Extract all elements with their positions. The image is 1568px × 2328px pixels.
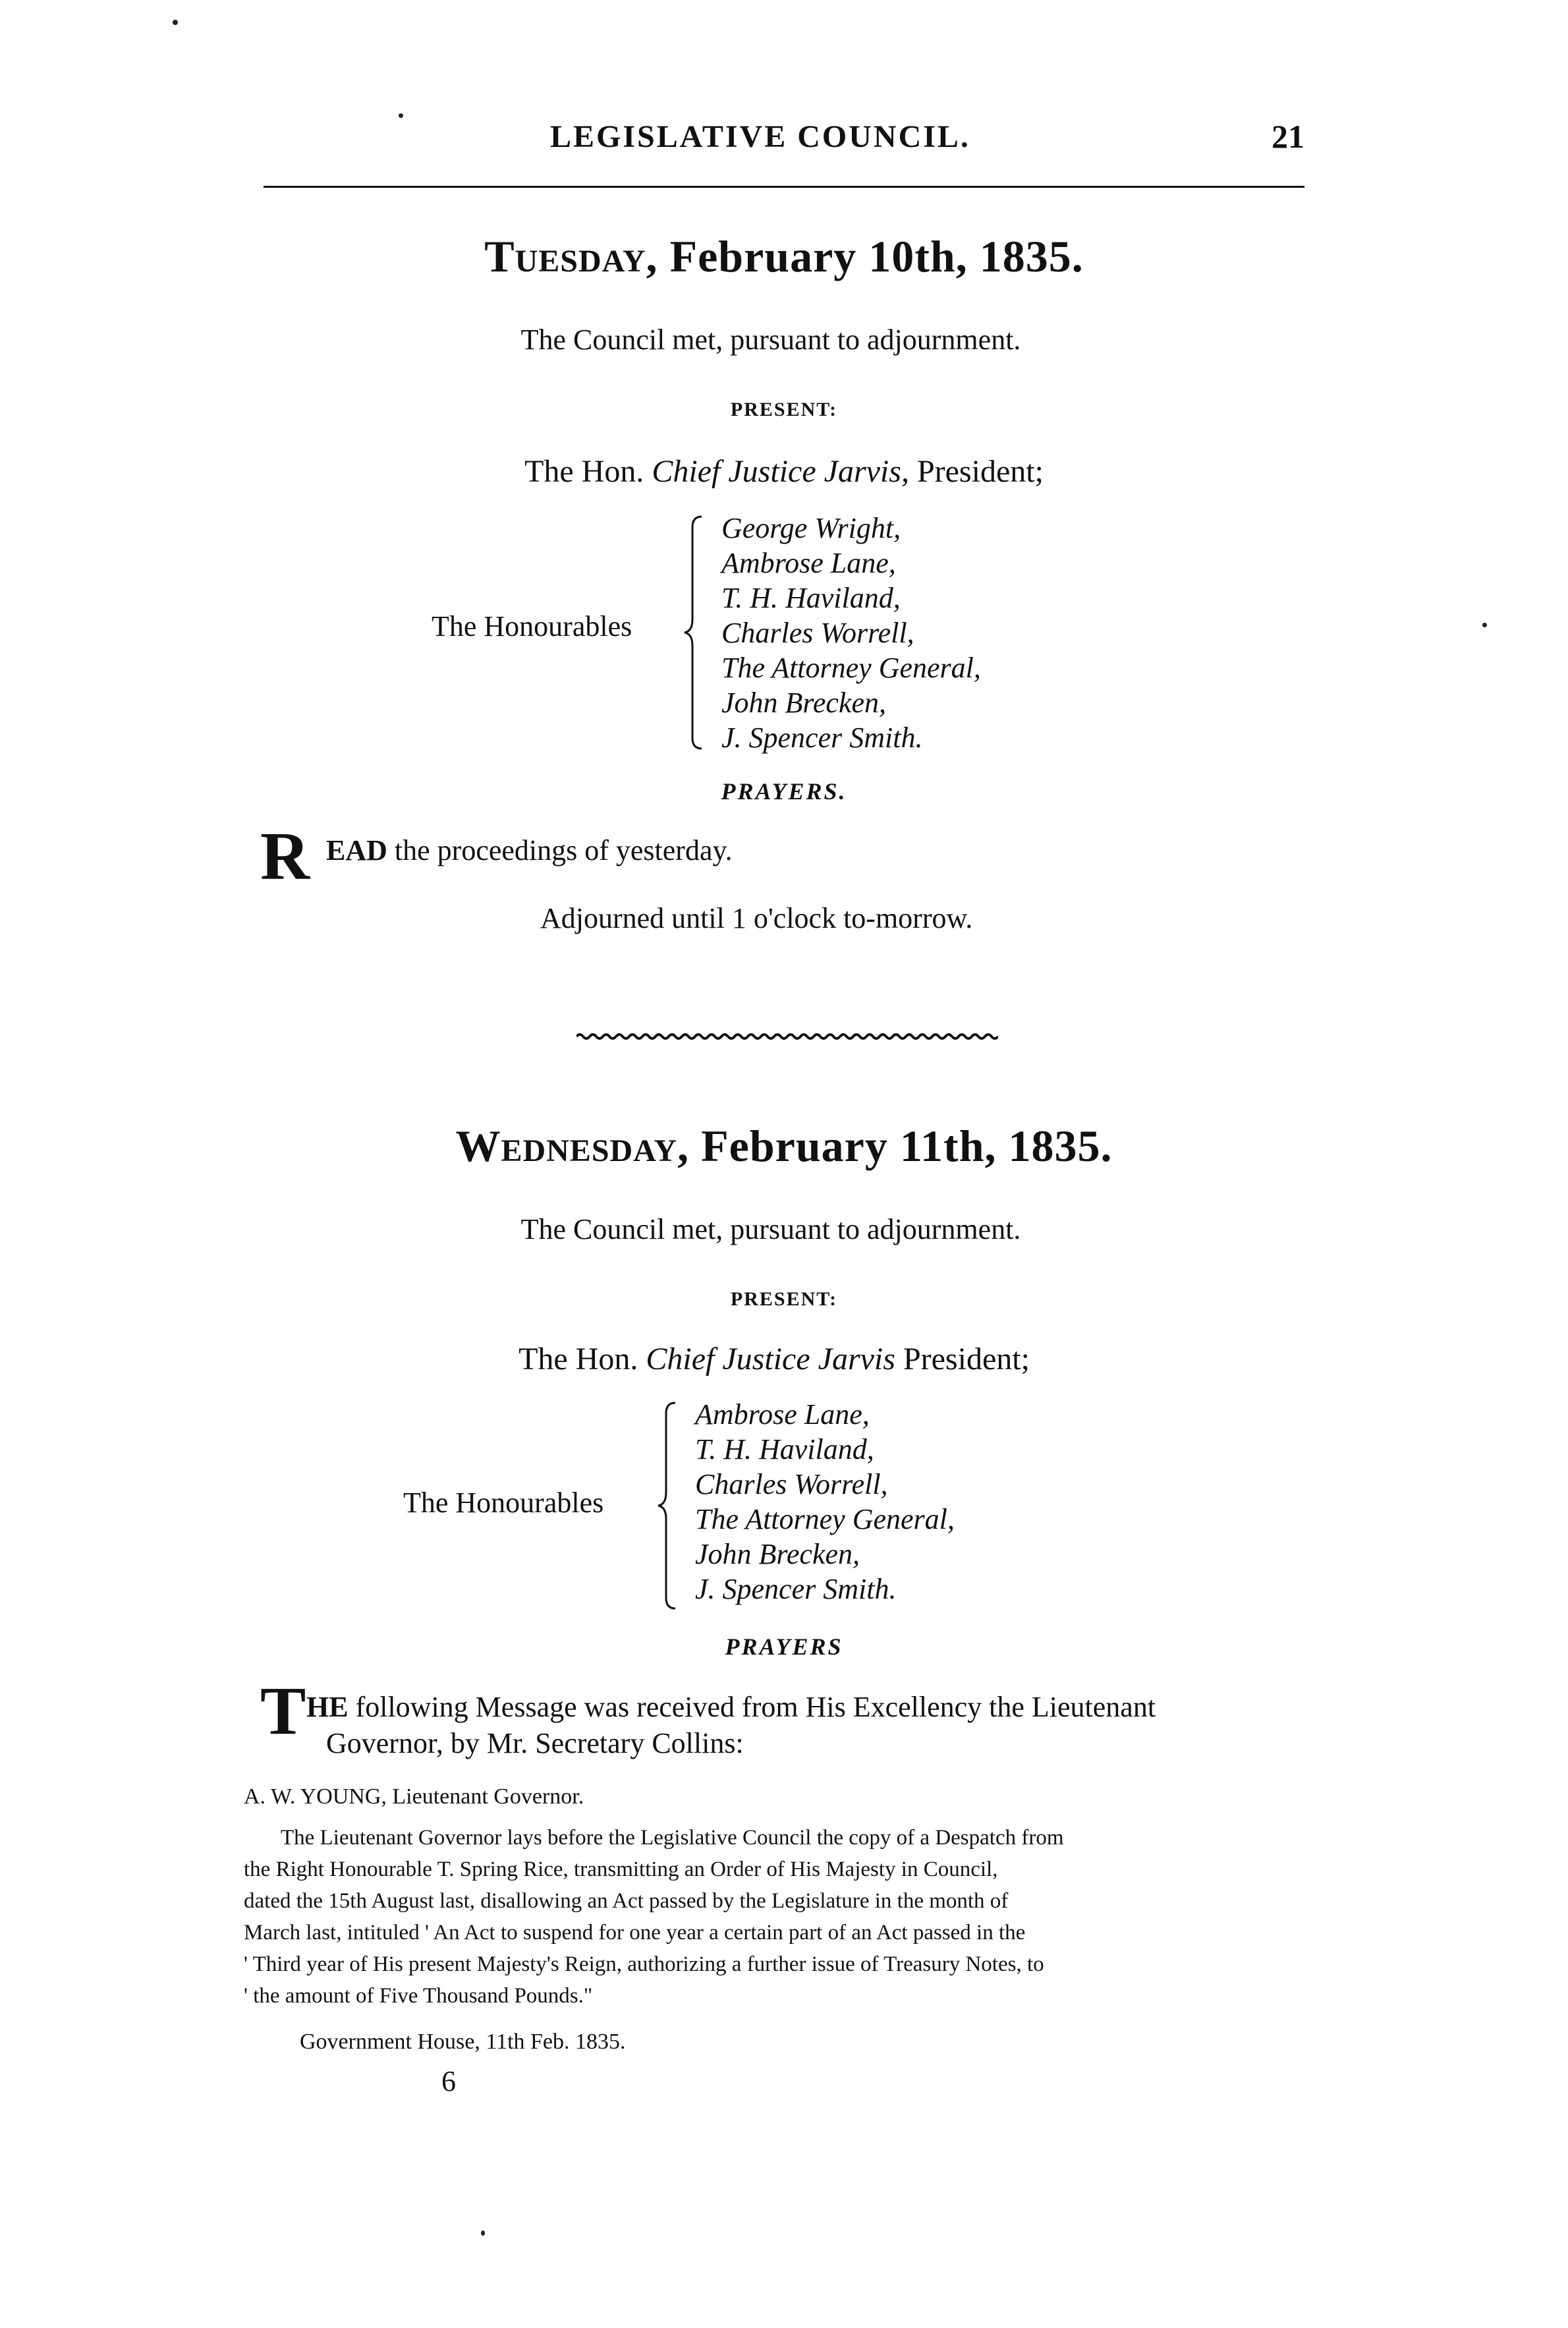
member: The Attorney General,	[721, 652, 981, 684]
sitting-1-heading	[0, 231, 1568, 283]
hon-prefix: The Hon.	[524, 454, 644, 489]
drop-cap-t: T	[260, 1673, 306, 1749]
member: Charles Worrell,	[721, 617, 914, 649]
running-head-title: LEGISLATIVE COUNCIL.	[550, 119, 970, 154]
ink-speck	[173, 20, 178, 25]
running-head	[260, 119, 1304, 165]
message-intro-text: following Message was received from His Excellency the Lieutenant	[355, 1691, 1156, 1723]
sitting-1-president-line	[0, 453, 1568, 490]
sitting-1-read-line	[326, 834, 733, 867]
message-intro-line-1	[306, 1690, 1156, 1724]
member: T. H. Haviland,	[695, 1433, 874, 1465]
message-caps: HE	[306, 1691, 349, 1723]
sitting-2-honourables-label: The Honourables	[403, 1487, 604, 1519]
ink-speck	[1482, 623, 1487, 627]
member: George Wright,	[721, 512, 901, 544]
page-number: 21	[1272, 118, 1304, 155]
member: T. H. Haviland,	[721, 582, 901, 614]
sitting-2-heading	[0, 1120, 1568, 1172]
message-line: ' Third year of His present Majesty's Reign, authorizing a further issue of Treasury Notes, to	[244, 1952, 1044, 1976]
member: John Brecken,	[721, 687, 887, 719]
president-title: President;	[916, 454, 1044, 489]
member: The Attorney General,	[695, 1503, 955, 1535]
hon-prefix: The Hon.	[518, 1342, 638, 1377]
ink-speck	[481, 2230, 485, 2236]
sitting-2-prayers: PRAYERS	[725, 1633, 843, 1660]
message-line: dated the 15th August last, disallowing an Act passed by the Legislature in the month of	[244, 1889, 1009, 1913]
sitting-2-president-line	[0, 1341, 1558, 1377]
member: John Brecken,	[695, 1538, 860, 1570]
sitting-1-present-label: PRESENT:	[730, 399, 838, 420]
sitting-2-day: Wednesday,	[455, 1121, 690, 1171]
sitting-1-day: Tuesday,	[484, 231, 658, 281]
sitting-1-honourables-label: The Honourables	[432, 610, 632, 642]
sitting-2-date: February 11th, 1835.	[701, 1121, 1113, 1171]
message-line: The Lieutenant Governor lays before the Legislative Council the copy of a Despatch from	[281, 1826, 1064, 1850]
sitting-1-met: The Council met, pursuant to adjournment.	[520, 324, 1021, 356]
sitting-2-brace-icon	[654, 1400, 681, 1611]
signature-mark: 6	[441, 2065, 456, 2097]
message-line: ' the amount of Five Thousand Pounds."	[244, 1984, 593, 2008]
message-line: March last, intituled ' An Act to suspend for one year a certain part of an Act passed in the	[244, 1921, 1026, 1945]
sitting-1-date: February 10th, 1835.	[669, 231, 1084, 281]
member: Charles Worrell,	[695, 1468, 888, 1500]
president-name: Chief Justice Jarvis	[646, 1342, 895, 1377]
president-name: Chief Justice Jarvis,	[652, 454, 909, 489]
header-rule	[264, 186, 1304, 188]
message-body	[244, 1822, 1311, 2012]
sitting-1-member-list	[721, 511, 981, 755]
president-title: President;	[903, 1342, 1030, 1377]
message-intro-line-2: Governor, by Mr. Secretary Collins:	[326, 1727, 744, 1759]
sitting-1-prayers: PRAYERS.	[721, 778, 847, 805]
message-line: the Right Honourable T. Spring Rice, transmitting an Order of His Majesty in Council,	[244, 1858, 998, 1881]
ink-speck	[399, 113, 403, 118]
sitting-2-met: The Council met, pursuant to adjournment.	[520, 1213, 1021, 1245]
drop-cap-r: R	[260, 818, 310, 894]
read-text: the proceedings of yesterday.	[394, 834, 733, 866]
sitting-1-adjourned: Adjourned until 1 o'clock to-morrow.	[540, 902, 973, 934]
sitting-2-member-list	[695, 1397, 955, 1606]
member: J. Spencer Smith.	[721, 722, 923, 754]
read-caps: EAD	[326, 834, 387, 866]
member: Ambrose Lane,	[721, 547, 896, 579]
sitting-2-present-label: PRESENT:	[730, 1288, 838, 1310]
member: J. Spencer Smith.	[695, 1573, 897, 1605]
section-divider	[576, 1031, 998, 1042]
message-signatory: A. W. YOUNG, Lieutenant Governor.	[244, 1784, 584, 1809]
sitting-1-brace-icon	[681, 514, 707, 751]
member: Ambrose Lane,	[695, 1398, 870, 1431]
message-place-date: Government House, 11th Feb. 1835.	[300, 2030, 626, 2054]
